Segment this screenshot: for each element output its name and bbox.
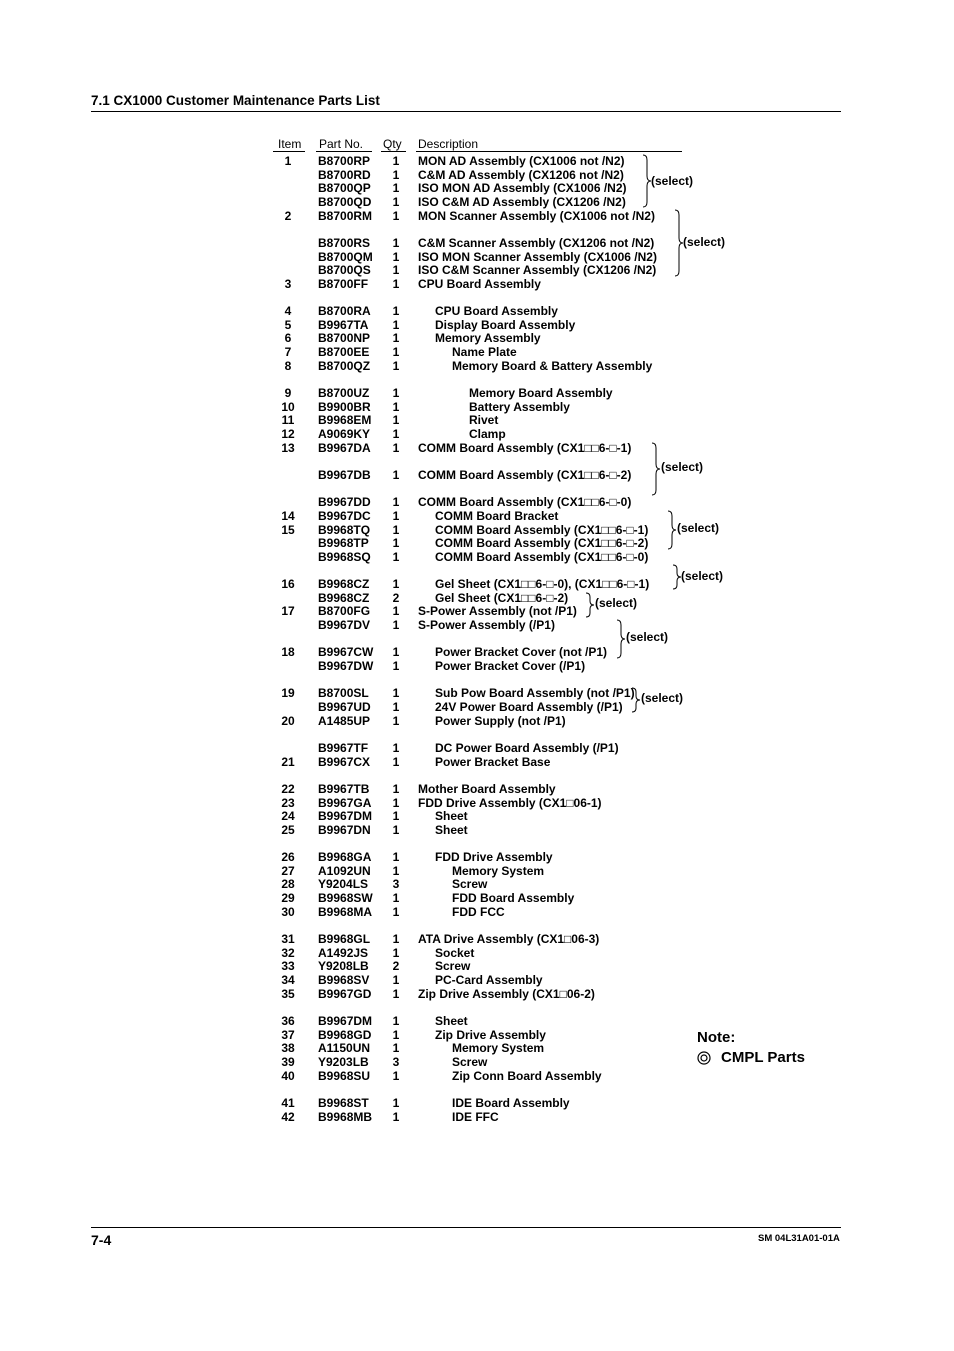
doc-code: SM 04L31A01-01A (758, 1233, 840, 1244)
part-description: Screw (452, 1054, 488, 1069)
part-description: Display Board Assembly (435, 317, 576, 332)
part-description: Rivet (469, 413, 499, 428)
part-number: Y9208LB (318, 959, 369, 974)
part-description: Memory System (452, 1041, 545, 1056)
select-label: (select) (681, 569, 724, 583)
part-number: B9967DV (318, 618, 371, 633)
part-qty: 2 (392, 959, 400, 974)
part-number: B9968GA (318, 850, 372, 865)
part-description: Socket (435, 945, 475, 960)
part-qty: 1 (392, 235, 400, 250)
part-description: C&M AD Assembly (CX1206 not /N2) (418, 167, 624, 182)
part-item: 9 (284, 386, 292, 400)
select-label: (select) (651, 174, 694, 188)
part-item: 6 (284, 331, 292, 346)
part-qty: 1 (392, 850, 400, 865)
part-description: COMM Board Bracket (435, 508, 559, 523)
part-qty: 1 (392, 1109, 400, 1124)
part-description: COMM Board Assembly (CX1□□6-□-0) (435, 549, 649, 564)
section-title: 7.1 CX1000 Customer Maintenance Parts List (91, 93, 380, 108)
select-label: (select) (677, 521, 720, 535)
part-qty: 1 (392, 1095, 400, 1110)
part-description: Power Bracket Cover (not /P1) (435, 645, 608, 660)
part-number: B8700FG (318, 604, 371, 619)
col-header-underline (316, 151, 372, 152)
part-description: MON AD Assembly (CX1006 not /N2) (418, 154, 625, 168)
part-description: Memory System (452, 863, 545, 878)
part-item: 3 (284, 276, 292, 291)
part-item: 42 (281, 1109, 295, 1124)
part-qty: 1 (392, 304, 400, 319)
part-qty: 1 (392, 536, 400, 551)
part-qty: 1 (392, 1013, 400, 1028)
footer-rule (91, 1227, 841, 1228)
part-description: Sub Pow Board Assembly (not /P1) (435, 686, 635, 701)
part-qty: 1 (392, 713, 400, 728)
part-qty: 1 (392, 427, 400, 441)
part-qty: 3 (392, 1054, 400, 1069)
part-qty: 1 (392, 904, 400, 919)
col-header-underline (381, 151, 406, 152)
part-qty: 1 (392, 549, 400, 564)
part-number: B9900BR (318, 399, 371, 414)
part-number: B9967DA (318, 440, 371, 455)
part-number: B9967DN (318, 822, 371, 837)
part-description: ISO C&M Scanner Assembly (CX1206 /N2) (418, 263, 657, 278)
part-description: FDD Drive Assembly (CX1□06-1) (418, 795, 602, 810)
part-number: B8700UZ (318, 386, 370, 400)
part-number: B8700RM (318, 208, 373, 223)
part-number: B9968ST (318, 1095, 369, 1110)
part-qty: 1 (392, 1041, 400, 1056)
part-number: B9968TQ (318, 522, 371, 537)
part-qty: 1 (392, 399, 400, 414)
part-item: 5 (284, 317, 292, 332)
part-qty: 1 (392, 181, 400, 196)
part-number: B9967DM (318, 809, 373, 824)
part-item: 20 (281, 713, 295, 728)
part-item: 30 (281, 904, 295, 919)
part-number: B9967DB (318, 467, 371, 482)
part-description: Sheet (435, 1013, 468, 1028)
part-number: B8700RP (318, 154, 371, 168)
part-description: Power Bracket Cover (/P1) (435, 659, 586, 673)
part-qty: 1 (392, 1027, 400, 1042)
part-description: Power Supply (not /P1) (435, 713, 566, 728)
part-item: 23 (281, 795, 295, 810)
part-qty: 1 (392, 522, 400, 537)
part-number: B9968GL (318, 932, 371, 946)
part-item: 19 (281, 686, 295, 701)
part-description: IDE Board Assembly (452, 1095, 570, 1110)
part-item: 17 (281, 604, 295, 619)
part-description: Mother Board Assembly (418, 781, 556, 796)
part-description: FDD Drive Assembly (435, 850, 553, 865)
part-description: COMM Board Assembly (CX1□□6-□-0) (418, 495, 632, 510)
col-header-underline (416, 151, 682, 152)
part-description: Zip Conn Board Assembly (452, 1068, 602, 1083)
part-number: B8700QM (318, 249, 373, 264)
part-description: ATA Drive Assembly (CX1□06-3) (418, 932, 600, 946)
part-item: 27 (281, 863, 295, 878)
part-qty: 1 (392, 195, 400, 209)
part-number: B9967CW (318, 645, 374, 660)
part-qty: 1 (392, 276, 400, 291)
part-number: B9967TA (318, 317, 369, 332)
part-number: B8700RA (318, 304, 371, 319)
part-item: 10 (281, 399, 295, 414)
part-qty: 1 (392, 386, 400, 400)
part-number: B9967DW (318, 659, 374, 673)
part-qty: 1 (392, 822, 400, 837)
part-description: DC Power Board Assembly (/P1) (435, 740, 619, 755)
part-item: 26 (281, 850, 295, 865)
part-item: 1 (284, 154, 292, 168)
part-description: MON Scanner Assembly (CX1006 not /N2) (418, 208, 655, 223)
part-item: 2 (284, 208, 292, 223)
part-qty: 1 (392, 495, 400, 510)
part-description: PC-Card Assembly (435, 973, 543, 987)
select-label: (select) (641, 691, 684, 705)
select-brace (585, 592, 595, 623)
part-item: 7 (284, 345, 292, 360)
double-circle-icon (697, 1051, 711, 1065)
part-item: 34 (281, 973, 295, 987)
part-description: 24V Power Board Assembly (/P1) (435, 700, 623, 714)
part-qty: 1 (392, 604, 400, 619)
part-item: 40 (281, 1068, 295, 1083)
select-brace (616, 619, 626, 664)
part-qty: 1 (392, 700, 400, 714)
select-label: (select) (595, 596, 638, 610)
part-description: ISO C&M AD Assembly (CX1206 /N2) (418, 195, 626, 209)
part-item: 8 (284, 358, 292, 373)
part-description: IDE FFC (452, 1109, 499, 1124)
col-header-qty: Qty (383, 137, 402, 151)
part-qty: 1 (392, 167, 400, 182)
part-number: B9968SQ (318, 549, 371, 564)
part-item: 31 (281, 932, 295, 946)
part-description: Screw (435, 959, 471, 974)
part-number: B9967CX (318, 754, 371, 769)
part-item: 29 (281, 891, 295, 906)
part-number: A1485UP (318, 713, 371, 728)
part-qty: 1 (392, 645, 400, 660)
part-number: A1092UN (318, 863, 371, 878)
part-number: B9967GA (318, 795, 372, 810)
part-item: 32 (281, 945, 295, 960)
part-item: 22 (281, 781, 295, 796)
part-description: COMM Board Assembly (CX1□□6-□-2) (435, 536, 649, 551)
part-number: B9967DC (318, 508, 371, 523)
part-description: Memory Assembly (435, 331, 541, 346)
part-qty: 1 (392, 1068, 400, 1083)
part-description: CPU Board Assembly (435, 304, 558, 319)
part-qty: 1 (392, 508, 400, 523)
part-number: Y9204LS (318, 877, 369, 892)
part-item: 24 (281, 809, 295, 824)
part-number: A1150UN (318, 1041, 371, 1056)
part-number: Y9203LB (318, 1054, 369, 1069)
part-item: 16 (281, 577, 295, 592)
part-item: 13 (281, 440, 295, 455)
part-item: 35 (281, 986, 295, 1001)
part-qty: 1 (392, 809, 400, 824)
part-number: A1492JS (318, 945, 369, 960)
part-number: B9968EM (318, 413, 372, 428)
part-number: B9967TB (318, 781, 370, 796)
part-qty: 2 (392, 590, 400, 605)
part-description: COMM Board Assembly (CX1□□6-□-1) (418, 440, 632, 455)
part-number: A9069KY (318, 427, 371, 441)
part-item: 38 (281, 1041, 295, 1056)
page-number: 7-4 (91, 1232, 112, 1248)
part-number: B9968SV (318, 973, 370, 987)
header-rule (91, 111, 841, 112)
part-qty: 1 (392, 467, 400, 482)
part-number: B8700NP (318, 331, 371, 346)
part-description: S-Power Assembly (/P1) (418, 618, 555, 633)
part-qty: 1 (392, 945, 400, 960)
part-qty: 1 (392, 331, 400, 346)
part-number: B8700RD (318, 167, 371, 182)
part-description: ISO MON AD Assembly (CX1006 /N2) (418, 181, 627, 196)
part-qty: 1 (392, 932, 400, 946)
part-description: Name Plate (452, 345, 517, 360)
col-header-part: Part No. (319, 137, 364, 151)
part-number: B9967TF (318, 740, 369, 755)
part-qty: 1 (392, 973, 400, 987)
select-label: (select) (683, 235, 726, 249)
part-description: CPU Board Assembly (418, 276, 541, 291)
part-number: B8700RS (318, 235, 371, 250)
part-description: Memory Board & Battery Assembly (452, 358, 653, 373)
part-number: B9967DD (318, 495, 371, 510)
part-number: B9968CZ (318, 590, 370, 605)
col-header-desc: Description (418, 137, 479, 151)
part-description: COMM Board Assembly (CX1□□6-□-2) (418, 467, 632, 482)
part-qty: 1 (392, 863, 400, 878)
part-description: Memory Board Assembly (469, 386, 613, 400)
select-brace (651, 442, 661, 501)
part-item: 12 (281, 427, 295, 441)
part-qty: 1 (392, 618, 400, 633)
part-number: B8700SL (318, 686, 369, 701)
part-description: Zip Drive Assembly (435, 1027, 546, 1042)
part-qty: 1 (392, 440, 400, 455)
part-qty: 1 (392, 686, 400, 701)
part-item: 18 (281, 645, 295, 660)
part-description: FDD Board Assembly (452, 891, 575, 906)
part-number: B9968MA (318, 904, 373, 919)
part-description: Sheet (435, 822, 468, 837)
part-number: B9968MB (318, 1109, 373, 1124)
part-number: B9967UD (318, 700, 371, 714)
part-description: C&M Scanner Assembly (CX1206 not /N2) (418, 235, 655, 250)
select-label: (select) (626, 630, 669, 644)
part-qty: 1 (392, 891, 400, 906)
part-item: 11 (281, 413, 295, 428)
col-header-item: Item (278, 137, 302, 151)
part-qty: 1 (392, 208, 400, 223)
part-qty: 1 (392, 358, 400, 373)
part-number: B8700QD (318, 195, 372, 209)
part-description: Power Bracket Base (435, 754, 551, 769)
part-description: Sheet (435, 809, 468, 824)
part-item: 28 (281, 877, 295, 892)
part-qty: 1 (392, 659, 400, 673)
part-number: B9968GD (318, 1027, 372, 1042)
part-number: B8700FF (318, 276, 369, 291)
part-item: 39 (281, 1054, 295, 1069)
part-description: COMM Board Assembly (CX1□□6-□-1) (435, 522, 649, 537)
part-item: 14 (281, 508, 295, 523)
part-qty: 3 (392, 877, 400, 892)
part-qty: 1 (392, 740, 400, 755)
select-label: (select) (661, 460, 704, 474)
part-qty: 1 (392, 413, 400, 428)
part-number: B9968SW (318, 891, 373, 906)
part-number: B8700QZ (318, 358, 371, 373)
part-item: 15 (281, 522, 295, 537)
part-number: B8700QP (318, 181, 371, 196)
note-title: Note: (697, 1029, 736, 1046)
part-item: 41 (281, 1095, 295, 1110)
part-description: Battery Assembly (469, 399, 570, 414)
part-description: FDD FCC (452, 904, 505, 919)
part-number: B9968TP (318, 536, 369, 551)
part-number: B8700EE (318, 345, 370, 360)
part-description: Zip Drive Assembly (CX1□06-2) (418, 986, 595, 1001)
part-qty: 1 (392, 781, 400, 796)
part-number: B9968SU (318, 1068, 371, 1083)
cmpl-legend (697, 1049, 805, 1066)
part-qty: 1 (392, 249, 400, 264)
col-header-underline (273, 151, 305, 152)
part-number: B8700QS (318, 263, 371, 278)
part-number: B9967GD (318, 986, 372, 1001)
select-brace (631, 687, 641, 718)
part-description: S-Power Assembly (not /P1) (418, 604, 577, 619)
cmpl-label: CMPL Parts (721, 1049, 805, 1066)
part-description: Screw (452, 877, 488, 892)
part-item: 37 (281, 1027, 295, 1042)
part-number: B9968CZ (318, 577, 370, 592)
part-qty: 1 (392, 754, 400, 769)
part-qty: 1 (392, 263, 400, 278)
part-item: 36 (281, 1013, 295, 1028)
part-qty: 1 (392, 577, 400, 592)
part-description: Gel Sheet (CX1□□6-□-0), (CX1□□6-□-1) (435, 577, 650, 592)
part-item: 4 (284, 304, 292, 319)
part-item: 25 (281, 822, 295, 837)
part-qty: 1 (392, 986, 400, 1001)
part-qty: 1 (392, 154, 400, 168)
part-description: ISO MON Scanner Assembly (CX1006 /N2) (418, 249, 657, 264)
part-description: Clamp (469, 427, 506, 441)
part-description: Gel Sheet (CX1□□6-□-2) (435, 590, 569, 605)
select-brace (667, 510, 677, 555)
part-item: 33 (281, 959, 295, 974)
part-number: B9967DM (318, 1013, 373, 1028)
part-qty: 1 (392, 317, 400, 332)
part-qty: 1 (392, 345, 400, 360)
part-qty: 1 (392, 795, 400, 810)
part-item: 21 (281, 754, 295, 769)
